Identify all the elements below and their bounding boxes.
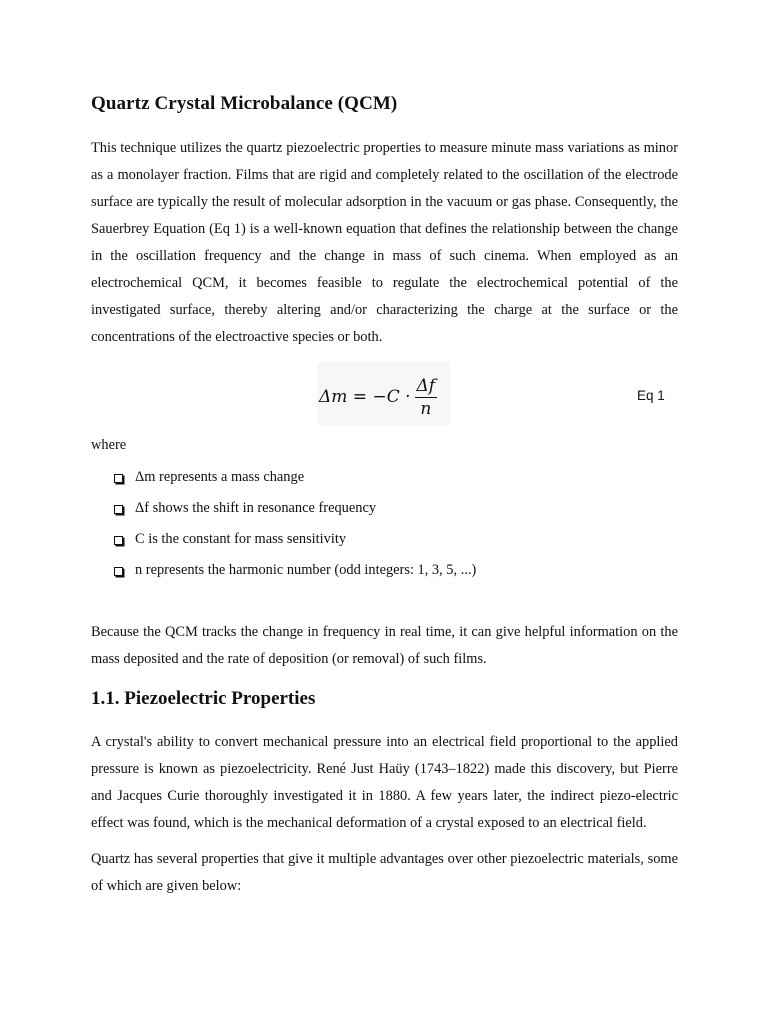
section-heading: 1.1. Piezoelectric Properties <box>91 688 316 709</box>
equation-numerator: Δf <box>416 375 436 396</box>
list-item <box>114 526 476 557</box>
quartz-paragraph: Quartz has several properties that give it multiple advantages over other piezoelectric materials, some of which are given below: <box>91 851 678 894</box>
equation-fraction <box>415 375 438 420</box>
list-item-text: n represents the harmonic number (odd integers: 1, 3, 5, ...) <box>135 562 477 578</box>
list-item-text: Δm represents a mass change <box>135 469 305 485</box>
list-item-text: Δf shows the shift in resonance frequency <box>135 500 377 516</box>
equation-denominator: n <box>420 398 432 419</box>
equation-label: Eq 1 <box>637 388 665 403</box>
piezo-paragraph: A crystal's ability to convert mechanical pressure into an electrical field proportional to the applied pressure is known as piezoelectricity. René Just Haüy (1743–1822) made this discovery, but Pierre and Jacques Curie thoroughly investigated it in 1880. A few years later, the indirect piezo-electric effect was found, which is the mechanical deformation of a crystal exposed to an electrical field. <box>91 734 678 831</box>
list-item <box>114 464 476 495</box>
sauerbrey-equation <box>319 371 437 423</box>
square-bullet-icon <box>114 505 123 514</box>
where-label: where <box>91 437 127 453</box>
page-title: Quartz Crystal Microbalance (QCM) <box>91 93 398 114</box>
square-bullet-icon <box>114 474 123 483</box>
list-item <box>114 557 476 588</box>
list-item <box>114 495 476 526</box>
list-item-text: C is the constant for mass sensitivity <box>135 531 347 547</box>
qcm-paragraph: Because the QCM tracks the change in frequency in real time, it can give helpful information on the mass deposited and the rate of deposition (or removal) of such films. <box>91 624 678 667</box>
equation-lhs: Δm = −C · <box>319 387 411 407</box>
square-bullet-icon <box>114 567 123 576</box>
variable-list <box>114 464 476 588</box>
intro-paragraph: This technique utilizes the quartz piezoelectric properties to measure minute mass variations as minor as a monolayer fraction. Films that are rigid and completely related to the oscillation of the electrode surface are typically the result of molecular adsorption in the vacuum or gas phase. Consequently, the Sauerbrey Equation (Eq 1) is a well-known equation that defines the relationship between the change in the oscillation frequency and the change in mass of such cinema. When employed as an electrochemical QCM, it becomes feasible to regulate the electrochemical potential of the investigated surface, thereby altering and/or characterizing the charge at the surface or the concentrations of the electroactive species or both. <box>91 140 678 345</box>
square-bullet-icon <box>114 536 123 545</box>
